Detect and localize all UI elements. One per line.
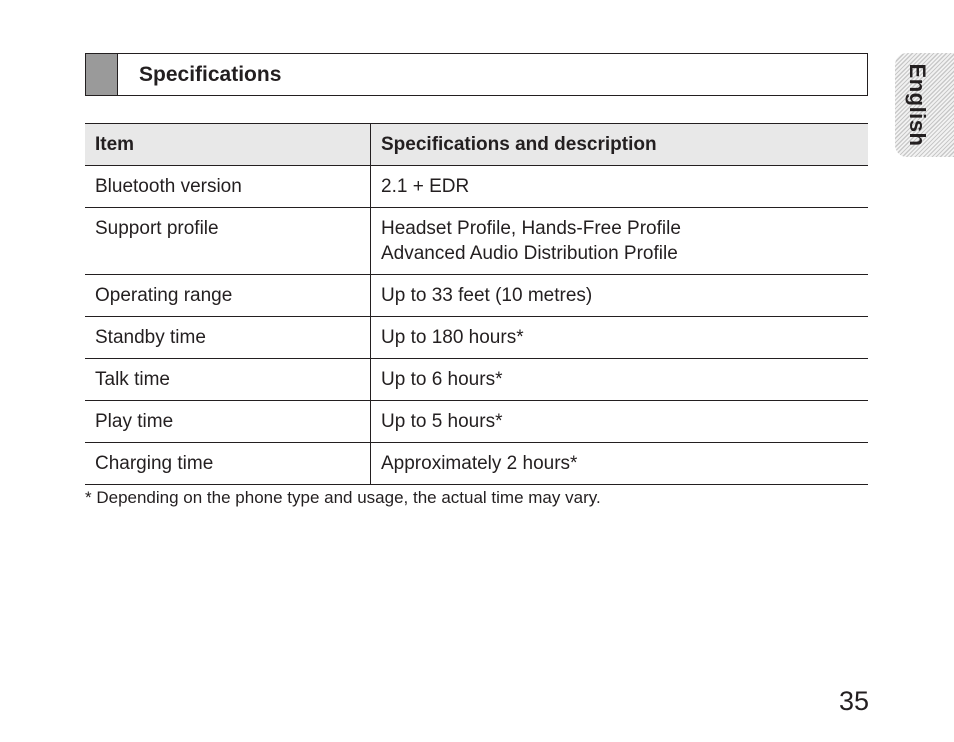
spec-line: Up to 6 hours* xyxy=(381,369,503,390)
table-row xyxy=(85,359,868,401)
row-spec-operating-range xyxy=(371,275,869,317)
row-item-standby-time: Standby time xyxy=(85,317,371,359)
row-item-play-time: Play time xyxy=(85,401,371,443)
row-item-support-profile: Support profile xyxy=(85,208,371,275)
spec-line: Up to 180 hours* xyxy=(381,327,524,348)
specifications-table xyxy=(85,123,868,485)
row-spec-bluetooth-version xyxy=(371,166,869,208)
column-header-spec: Specifications and description xyxy=(371,124,869,166)
row-spec-talk-time xyxy=(371,359,869,401)
spec-line: Approximately 2 hours* xyxy=(381,453,578,474)
table-row xyxy=(85,275,868,317)
section-marker xyxy=(86,54,118,95)
row-spec-play-time xyxy=(371,401,869,443)
section-header xyxy=(85,53,868,96)
table-header-row xyxy=(85,124,868,166)
row-item-operating-range: Operating range xyxy=(85,275,371,317)
spec-line: 2.1 + EDR xyxy=(381,176,470,197)
table-row xyxy=(85,208,868,275)
spec-line: Up to 5 hours* xyxy=(381,411,503,432)
row-spec-support-profile xyxy=(371,208,869,275)
row-spec-standby-time xyxy=(371,317,869,359)
language-tab-label: English xyxy=(905,63,930,147)
spec-line: Headset Profile, Hands-Free Profile xyxy=(381,218,681,239)
spec-line: Up to 33 feet (10 metres) xyxy=(381,285,593,306)
table-row xyxy=(85,401,868,443)
language-tab xyxy=(895,53,954,157)
row-item-charging-time: Charging time xyxy=(85,443,371,485)
table-row xyxy=(85,166,868,208)
table-row xyxy=(85,317,868,359)
row-item-bluetooth-version: Bluetooth version xyxy=(85,166,371,208)
section-title: Specifications xyxy=(139,63,282,86)
footnote: * Depending on the phone type and usage, the actual time may vary. xyxy=(85,488,601,507)
row-item-talk-time: Talk time xyxy=(85,359,371,401)
row-spec-charging-time xyxy=(371,443,869,485)
spec-line: Advanced Audio Distribution Profile xyxy=(381,243,678,264)
table-row xyxy=(85,443,868,485)
column-header-item: Item xyxy=(85,124,371,166)
page-number: 35 xyxy=(838,686,869,716)
